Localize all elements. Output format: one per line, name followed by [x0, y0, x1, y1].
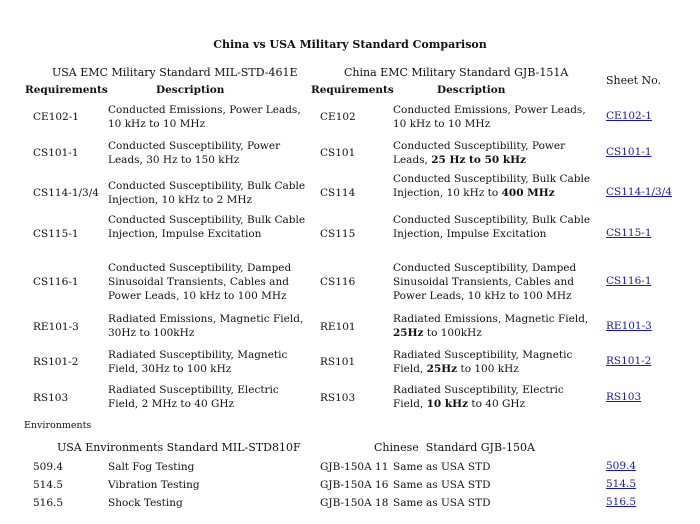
- sheet-link-cs101-1[interactable]: CS101-1: [606, 146, 652, 158]
- cn-desc-rs103: Radiated Susceptibility, Electric Field, 10 kHz to 40 GHz: [393, 384, 564, 410]
- cn-desc-cs116: Conducted Susceptibility, Damped Sinusoidal Transients, Cables and Power Leads, 10 kHz to 100 MHz: [393, 262, 577, 302]
- usa-requirements-header: Requirements: [25, 84, 108, 96]
- page-title: China vs USA Military Standard Comparison: [213, 38, 487, 51]
- sheet-link-509-4[interactable]: 509.4: [606, 460, 637, 472]
- sheet-link-ce102-1[interactable]: CE102-1: [606, 110, 652, 122]
- usa-desc-cs101: Conducted Susceptibility, Power Leads, 30 Hz to 150 kHz: [108, 140, 281, 166]
- env-cn-gjb-18: GJB-150A 18: [320, 497, 389, 509]
- sheet-link-rs101-2[interactable]: RS101-2: [606, 355, 652, 367]
- env-same-509-4: Same as USA STD: [393, 461, 491, 473]
- sheet-link-cs116-1[interactable]: CS116-1: [606, 275, 652, 287]
- china-standard-header: China EMC Military Standard GJB-151A: [344, 66, 569, 79]
- sheet-link-516-5[interactable]: 516.5: [606, 496, 637, 508]
- cn-req-cs114: CS114: [320, 187, 356, 199]
- usa-req-re101: RE101-3: [33, 321, 79, 333]
- cn-req-ce102: CE102: [320, 111, 356, 123]
- usa-desc-rs103: Radiated Susceptibility, Electric Field, 2 MHz to 40 GHz: [108, 384, 279, 410]
- usa-req-cs116: CS116-1: [33, 276, 79, 288]
- usa-req-ce102: CE102-1: [33, 111, 79, 123]
- sheet-link-rs103[interactable]: RS103: [606, 391, 642, 403]
- env-cn-gjb-16: GJB-150A 16: [320, 479, 389, 491]
- cn-desc-cs115: Conducted Susceptibility, Bulk Cable Injection, Impulse Excitation: [393, 214, 591, 240]
- env-code-509-4: 509.4: [33, 461, 64, 473]
- cn-req-cs116: CS116: [320, 276, 356, 288]
- env-same-514-5: Same as USA STD: [393, 479, 491, 491]
- usa-standard-header: USA EMC Military Standard MIL-STD-461E: [52, 66, 298, 79]
- usa-desc-cs116: Conducted Susceptibility, Damped Sinusoidal Transients, Cables and Power Leads, 10 kHz to 100 MHz: [108, 262, 292, 302]
- usa-req-rs101: RS101-2: [33, 356, 79, 368]
- env-test-shock: Shock Testing: [108, 497, 183, 509]
- usa-desc-cs114: Conducted Susceptibility, Bulk Cable Injection, 10 kHz to 2 MHz: [108, 180, 306, 206]
- cn-req-rs101: RS101: [320, 356, 356, 368]
- sheet-link-re101-3[interactable]: RE101-3: [606, 320, 652, 332]
- usa-desc-ce102: Conducted Emissions, Power Leads, 10 kHz to 10 MHz: [108, 104, 301, 130]
- cn-desc-cs114: Conducted Susceptibility, Bulk Cable Injection, 10 kHz to 400 MHz: [393, 173, 591, 199]
- cn-req-cs115: CS115: [320, 228, 356, 240]
- usa-desc-rs101: Radiated Susceptibility, Magnetic Field, 30Hz to 100 kHz: [108, 349, 288, 375]
- usa-desc-cs115: Conducted Susceptibility, Bulk Cable Injection, Impulse Excitation: [108, 214, 306, 240]
- usa-desc-re101: Radiated Emissions, Magnetic Field, 30Hz to 100kHz: [108, 313, 304, 339]
- cn-req-cs101: CS101: [320, 147, 356, 159]
- env-usa-header: USA Environments Standard MIL-STD810F: [57, 441, 301, 454]
- usa-description-header: Description: [156, 84, 225, 96]
- sheet-link-cs115-1[interactable]: CS115-1: [606, 227, 652, 239]
- usa-req-rs103: RS103: [33, 392, 69, 404]
- sheet-link-514-5[interactable]: 514.5: [606, 478, 637, 490]
- env-test-vibration: Vibration Testing: [108, 479, 200, 491]
- env-code-516-5: 516.5: [33, 497, 64, 509]
- usa-req-cs101: CS101-1: [33, 147, 79, 159]
- sheet-link-cs114-1-3-4[interactable]: CS114-1/3/4: [606, 186, 672, 198]
- china-requirements-header: Requirements: [311, 84, 394, 96]
- environments-label: Environments: [24, 420, 92, 431]
- cn-desc-ce102: Conducted Emissions, Power Leads, 10 kHz to 10 MHz: [393, 104, 586, 130]
- usa-req-cs114: CS114-1/3/4: [33, 187, 99, 199]
- env-test-salt-fog: Salt Fog Testing: [108, 461, 195, 473]
- cn-desc-re101: Radiated Emissions, Magnetic Field, 25Hz to 100kHz: [393, 313, 589, 339]
- cn-req-rs103: RS103: [320, 392, 356, 404]
- sheet-no-header: Sheet No.: [606, 74, 662, 87]
- cn-desc-cs101: Conducted Susceptibility, Power Leads, 25 Hz to 50 kHz: [393, 140, 566, 166]
- china-description-header: Description: [437, 84, 506, 96]
- env-cn-gjb-11: GJB-150A 11: [320, 461, 389, 473]
- env-same-516-5: Same as USA STD: [393, 497, 491, 509]
- env-china-header: Chinese Standard GJB-150A: [374, 441, 535, 454]
- cn-req-re101: RE101: [320, 321, 356, 333]
- env-code-514-5: 514.5: [33, 479, 64, 491]
- cn-desc-rs101: Radiated Susceptibility, Magnetic Field, 25Hz to 100 kHz: [393, 349, 573, 375]
- usa-req-cs115: CS115-1: [33, 228, 79, 240]
